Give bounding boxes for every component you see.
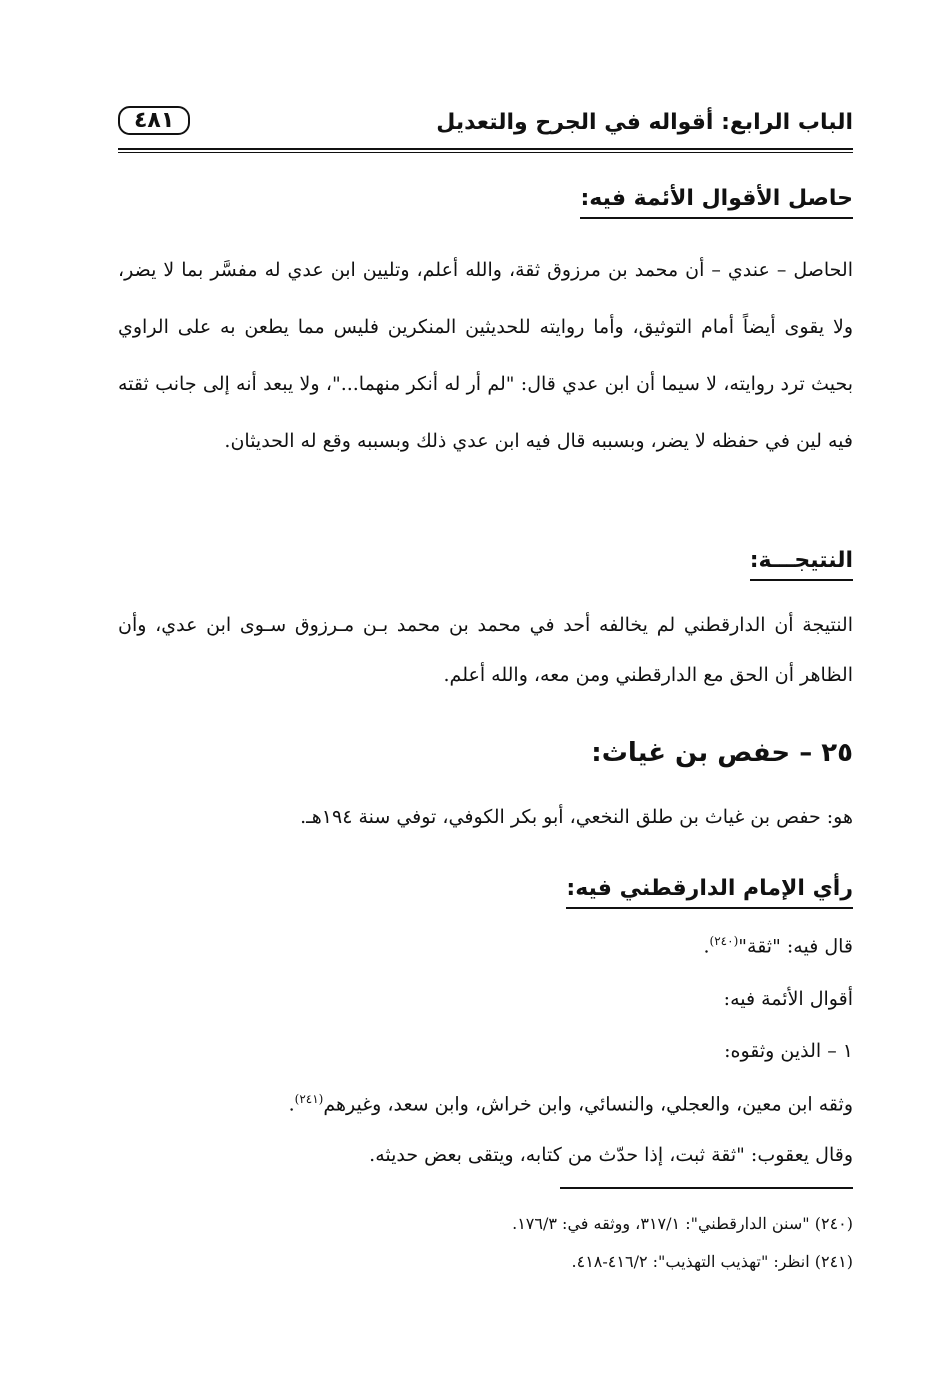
footnote-ref-240: (٢٤٠) — [709, 934, 739, 948]
quote-text: قال فيه: "ثقة" — [738, 935, 853, 958]
imams-label: أقوال الأئمة فيه: — [723, 988, 853, 1010]
footnote-240: (٢٤٠) "سنن الدارقطني": ٣١٧/١، ووثقه في: ١٧٦/٣. — [512, 1214, 853, 1233]
footnote-241: (٢٤١) انظر: "تهذيب التهذيب": ٤١٦/٢-٤١٨. — [571, 1252, 853, 1271]
running-header — [118, 104, 853, 148]
entry-bio: هو: حفص بن غياث بن طلق النخعي، أبو بكر الكوفي، توفي سنة ١٩٤هـ. — [300, 806, 853, 828]
trusted-line: وثقه ابن معين، والعجلي، والنسائي، وابن خراش، وابن سعد، وغيرهم$^{(٢٤١)}$. — [288, 1092, 853, 1116]
result-heading: النتيجـــة: — [750, 548, 853, 581]
summary-heading: حاصل الأقوال الأئمة فيه: — [580, 186, 853, 219]
daraqutni-quote: قال فيه: "ثقة"$^{(٢٤٠)}$. — [703, 934, 853, 958]
opinion-heading: رأي الإمام الدارقطني فيه: — [566, 876, 853, 909]
entry-heading: ٢٥ – حفص بن غياث: — [591, 738, 853, 768]
chapter-title: الباب الرابع: أقواله في الجرح والتعديل — [436, 110, 853, 135]
header-rule — [118, 148, 853, 153]
result-paragraph: النتيجة أن الدارقطني لم يخالفه أحد في محمد بن محمد بـن مـرزوق سـوى ابن عدي، وأن الظاهر أن الحق مع الدارقطني ومن معه، والله أعلم. — [118, 614, 853, 686]
trusted-text: وثقه ابن معين، والعجلي، والنسائي، وابن خراش، وابن سعد، وغيرهم — [323, 1093, 853, 1116]
footnote-ref-241: (٢٤١) — [294, 1092, 324, 1106]
yaqub-line: وقال يعقوب: "ثقة ثبت، إذا حدّث من كتابه، ويتقى بعض حديثه. — [369, 1144, 853, 1166]
summary-paragraph: الحاصل – عندي – أن محمد بن مرزوق ثقة، والله أعلم، وتليين ابن عدي له مفسَّر بما لا يضر، ولا يقوى أيضاً أمام التوثيق، وأما روايته للحديثين المنكرين فليس مما يطعن به على الراوي بحيث ترد روايته، لا سيما أن ابن عدي قال: "لم أر له أنكر منهما..."، ولا يبعد أنه إلى جانب ثقته فيه لين في حفظه لا يضر، وبسببه قال فيه ابن عدي ذلك وبسببه وقع له الحديثان. — [118, 259, 853, 452]
page-number: ٤٨١ — [118, 106, 190, 135]
trusted-label: ١ – الذين وثقوه: — [724, 1040, 853, 1062]
footnote-rule — [560, 1187, 853, 1189]
